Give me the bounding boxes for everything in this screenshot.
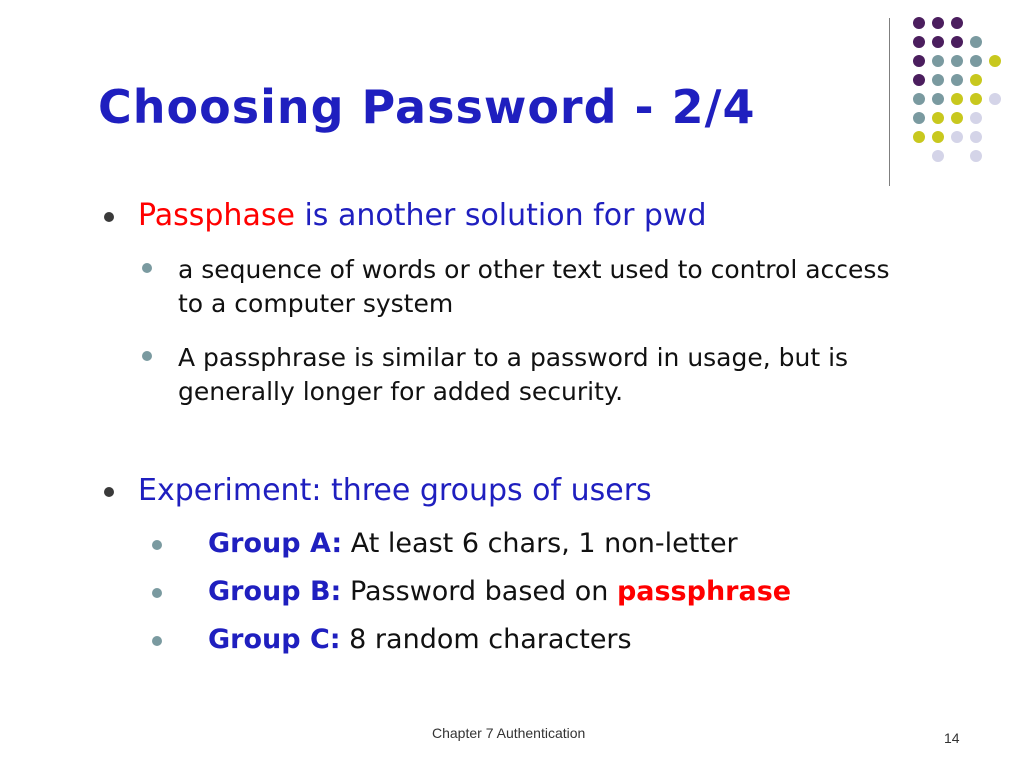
decor-dot	[970, 150, 982, 162]
group-item	[208, 528, 738, 560]
decor-dot	[951, 17, 963, 29]
decor-dot	[970, 112, 982, 124]
group-label: Group A:	[208, 528, 343, 559]
sub-bullet-dot-icon	[152, 588, 162, 598]
decor-dot	[989, 93, 1001, 105]
decor-dot	[989, 55, 1001, 67]
page-number: 14	[944, 730, 960, 746]
sub-bullet-text: A passphrase is similar to a password in usage, but is generally longer for added security.	[178, 343, 849, 407]
sub-bullet-dot-icon	[152, 636, 162, 646]
decor-dot	[932, 36, 944, 48]
slide-footer: Chapter 7 Authentication	[432, 725, 586, 741]
decor-dot	[970, 93, 982, 105]
bullet-dot-icon	[104, 212, 114, 222]
group-label: Group B:	[208, 576, 342, 607]
bullet-item	[138, 473, 652, 509]
decor-dot	[970, 131, 982, 143]
decor-dot	[913, 36, 925, 48]
decor-dot	[932, 150, 944, 162]
decor-dot	[932, 55, 944, 67]
decor-dot	[932, 93, 944, 105]
sub-bullet-item	[178, 253, 918, 322]
bullet-text: is another solution for pwd	[294, 198, 707, 233]
decor-dot	[951, 131, 963, 143]
decor-dot	[951, 93, 963, 105]
decor-dot	[932, 131, 944, 143]
group-label: Group C:	[208, 624, 341, 655]
sub-bullet-text: a sequence of words or other text used to control access to a computer system	[178, 255, 890, 319]
decor-dot	[913, 17, 925, 29]
passphrase-highlight: passphrase	[616, 576, 792, 607]
sub-bullet-dot-icon	[152, 540, 162, 550]
group-text: Password based on	[341, 576, 617, 607]
sub-bullet-item	[178, 341, 918, 410]
decor-dot	[970, 36, 982, 48]
decor-dot	[913, 112, 925, 124]
passphase-term: Passphase	[138, 198, 295, 233]
decor-dot	[932, 74, 944, 86]
sub-bullet-dot-icon	[142, 351, 152, 361]
bullet-dot-icon	[104, 487, 114, 497]
decor-dot	[951, 36, 963, 48]
bullet-text: Experiment: three groups of users	[138, 473, 652, 508]
group-item	[208, 576, 791, 608]
sub-bullet-dot-icon	[142, 263, 152, 273]
group-text: At least 6 chars, 1 non-letter	[342, 528, 738, 559]
group-item	[208, 624, 632, 656]
decor-dot	[932, 112, 944, 124]
decor-dot	[913, 131, 925, 143]
decor-dot	[913, 74, 925, 86]
title-divider-line	[889, 18, 890, 186]
decor-dot	[951, 74, 963, 86]
decor-dot	[970, 55, 982, 67]
decor-dot	[970, 74, 982, 86]
bullet-item	[138, 198, 707, 234]
decor-dot	[913, 55, 925, 67]
slide-title: Choosing Password - 2/4	[98, 80, 756, 134]
decor-dot	[951, 112, 963, 124]
group-text: 8 random characters	[340, 624, 632, 655]
decor-dot	[932, 17, 944, 29]
decor-dot	[913, 93, 925, 105]
decor-dot	[951, 55, 963, 67]
